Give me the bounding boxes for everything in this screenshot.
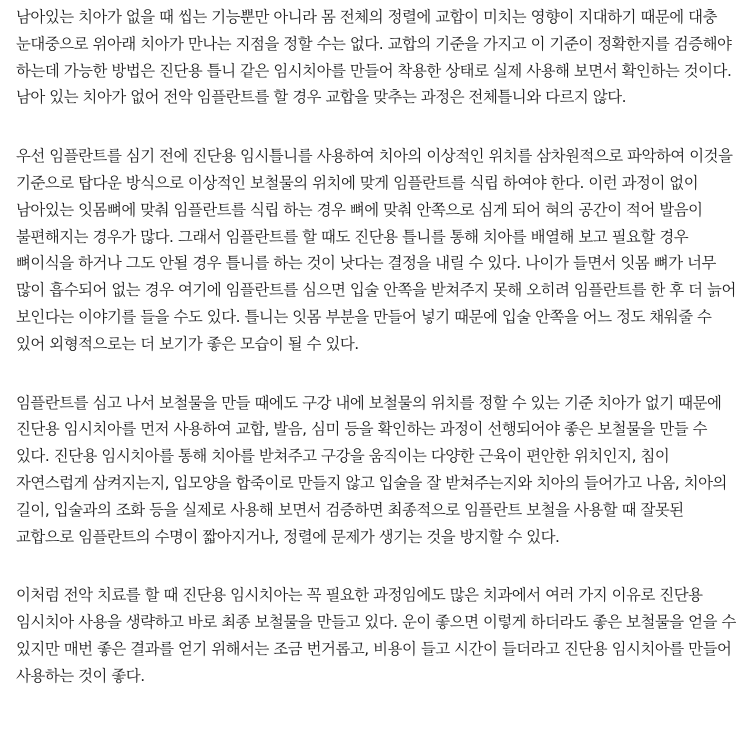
paragraph-line: 임시치아 사용을 생략하고 바로 최종 보철물을 만들고 있다. 운이 좋으면 이렇게 하더라도 좋은 보철물을 얻을 수 (16, 613, 736, 632)
paragraph-3 (16, 390, 743, 551)
paragraph-line: 있다. 진단용 임시치아를 통해 치아를 받쳐주고 구강을 움직이는 다양한 근육이 편안한 위치인지, 침이 (16, 447, 670, 466)
paragraph-line: 뼈이식을 하거나 그도 안될 경우 틀니를 하는 것이 낫다는 결정을 내릴 수 있다. 나이가 들면서 잇몸 뼈가 너무 (16, 254, 716, 273)
paragraph-line: 진단용 임시치아를 먼저 사용하여 교합, 발음, 심미 등을 확인하는 과정이 선행되어야 좋은 보철물을 만들 수 (16, 420, 708, 439)
paragraph-line: 불편해지는 경우가 많다. 그래서 임플란트를 할 때도 진단용 틀니를 통해 치아를 배열해 보고 필요할 경우 (16, 227, 689, 246)
paragraph-line: 사용하는 것이 좋다. (16, 666, 145, 685)
paragraph-line: 하는데 가능한 방법은 진단용 틀니 같은 임시치아를 만들어 착용한 상태로 실제 사용해 보면서 확인하는 것이다. (16, 61, 732, 80)
paragraph-line: 남아있는 잇몸뼈에 맞춰 임플란트를 식립 하는 경우 뼈에 맞춰 안쪽으로 심게 되어 혀의 공간이 적어 발음이 (16, 200, 703, 219)
paragraph-line: 교합으로 임플란트의 수명이 짧아지거나, 정렬에 문제가 생기는 것을 방지할 수 있다. (16, 527, 560, 546)
paragraph-line: 남아 있는 치아가 없어 전악 임플란트를 할 경우 교합을 맞추는 과정은 전체틀니와 다르지 않다. (16, 88, 627, 107)
paragraph-2 (16, 143, 743, 357)
paragraph-line: 남아있는 치아가 없을 때 씹는 기능뿐만 아니라 몸 전체의 정렬에 교합이 미치는 영향이 지대하기 때문에 대충 (16, 8, 717, 26)
paragraph-line: 보인다는 이야기를 들을 수도 있다. 틀니는 잇몸 부분을 만들어 넣기 때문에 입술 안쪽을 어느 정도 채워줄 수 (16, 307, 712, 326)
paragraph-line: 우선 임플란트를 심기 전에 진단용 임시틀니를 사용하여 치아의 이상적인 위치를 삼차원적으로 파악하여 이것을 (16, 147, 733, 166)
paragraph-4 (16, 582, 743, 689)
paragraph-line: 기준으로 탑다운 방식으로 이상적인 보철물의 위치에 맞게 임플란트를 식립 하여야 한다. 이런 과정이 없이 (16, 173, 699, 192)
paragraph-line: 있지만 매번 좋은 결과를 얻기 위해서는 조금 번거롭고, 비용이 들고 시간이 들더라고 진단용 임시치아를 만들어 (16, 639, 732, 658)
paragraph-line: 길이, 입술과의 조화 등을 실제로 사용해 보면서 검증하면 최종적으로 임플란트 보철을 사용할 때 잘못된 (16, 500, 684, 519)
paragraph-1 (16, 4, 743, 111)
paragraph-line: 자연스럽게 삼켜지는지, 입모양을 합죽이로 만들지 않고 입술을 잘 받쳐주는지와 치아의 들어가고 나옴, 치아의 (16, 473, 727, 492)
paragraph-line: 많이 흡수되어 없는 경우 여기에 임플란트를 심으면 입술 안쪽을 받쳐주지 못해 오히려 임플란트를 한 후 더 늙어 (16, 281, 736, 300)
paragraph-line: 있어 외형적으로는 더 보기가 좋은 모습이 될 수 있다. (16, 334, 359, 353)
paragraph-line: 임플란트를 심고 나서 보철물을 만들 때에도 구강 내에 보철물의 위치를 정할 수 있는 기준 치아가 없기 때문에 (16, 393, 722, 412)
paragraph-line: 이처럼 전악 치료를 할 때 진단용 임시치아는 꼭 필요한 과정임에도 많은 치과에서 여러 가지 이유로 진단용 (16, 586, 703, 605)
paragraph-line: 눈대중으로 위아래 치아가 만나는 지점을 정할 수는 없다. 교합의 기준을 가지고 이 기준이 정확한지를 검증해야 (16, 34, 732, 53)
